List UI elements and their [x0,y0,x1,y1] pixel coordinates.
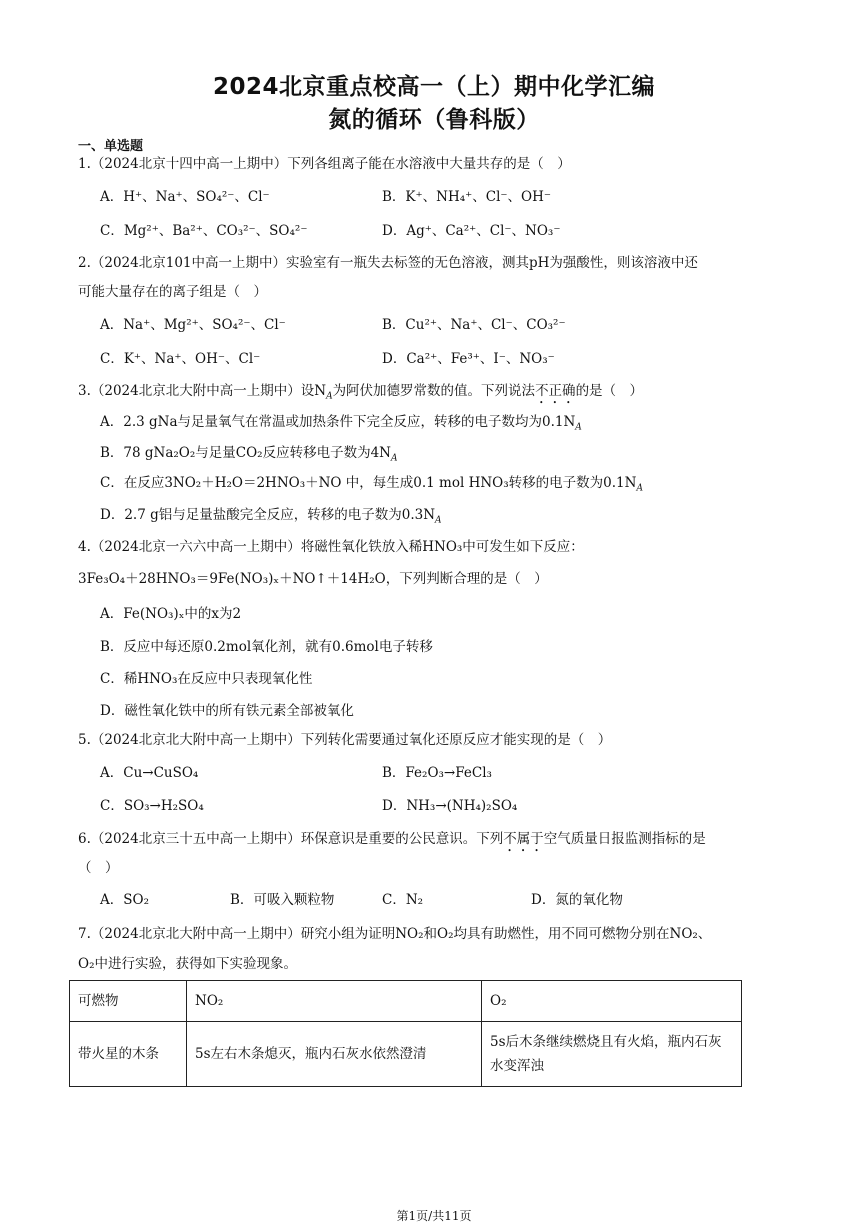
q6-option-c: C．N₂ [382,892,424,908]
q5-option-a: A．Cu→CuSO₄ [100,765,199,781]
q3-option-b-text: B．78 gNa₂O₂与足量CO₂反应转移电子数为4N [100,445,391,461]
table-cell-no2-result: 5s左右木条熄灭，瓶内石灰水依然澄清 [187,1022,482,1087]
q2-option-b: B．Cu²⁺、Na⁺、Cl⁻、CO₃²⁻ [382,317,566,333]
q2-option-d: D．Ca²⁺、Fe³⁺、I⁻、NO₃⁻ [382,351,555,367]
q6-stem-line2: （ ） [78,860,119,876]
page-subtitle: 氮的循环（鲁科版） [328,107,540,133]
q7-stem-line1: 7.（2024北京北大附中高一上期中）研究小组为证明NO₂和O₂均具有助燃性，用不同可燃物分别在NO₂、 [78,926,712,942]
q4-stem: 4.（2024北京一六六中高一上期中）将磁性氧化铁放入稀HNO₃中可发生如下反应： [78,539,584,555]
q3-option-d-text: D．2.7 g铝与足量盐酸完全反应，转移的电子数为0.3N [100,507,436,523]
q4-option-a: A．Fe(NO₃)ₓ中的x为2 [100,606,242,622]
q1-stem: 1.（2024北京十四中高一上期中）下列各组离子能在水溶液中大量共存的是（ ） [78,156,571,172]
experiment-table [69,980,742,1087]
q1-option-d: D．Ag⁺、Ca²⁺、Cl⁻、NO₃⁻ [382,223,561,239]
q3-option-c-text: C．在反应3NO₂＋H₂O＝2HNO₃＋NO 中，每生成0.1 mol HNO₃转移的电子数为0.1N [100,475,637,491]
q5-option-d: D．NH₃→(NH₄)₂SO₄ [382,798,518,814]
q2-option-c: C．K⁺、Na⁺、OH⁻、Cl⁻ [100,351,261,367]
page-footer: 第1页/共11页 [396,1209,472,1223]
q2-stem-line2: 可能大量存在的离子组是（ ） [78,284,267,300]
q3-option-a [100,413,582,431]
table-row [70,1022,742,1087]
q3-stem [78,382,643,407]
table-cell-combustible: 带火星的木条 [70,1022,187,1087]
q3-option-d-sub: A [435,515,442,526]
page-title: 2024北京重点校高一（上）期中化学汇编 [212,74,655,100]
q1-option-a: A．H⁺、Na⁺、SO₄²⁻、Cl⁻ [100,189,270,205]
q4-option-b: B．反应中每还原0.2mol氧化剂，就有0.6mol电子转移 [100,639,433,655]
q6-stem-pre: 6.（2024北京三十五中高一上期中）环保意识是重要的公民意识。下列 [78,831,504,847]
q3-stem-mid: 为阿伏加德罗常数的值。下列说法 [332,383,536,399]
q2-option-a: A．Na⁺、Mg²⁺、SO₄²⁻、Cl⁻ [100,317,286,333]
q3-option-c-sub: A [636,483,643,494]
q6-stem [78,830,706,855]
q3-option-b-sub: A [391,453,398,464]
q1-option-c: C．Mg²⁺、Ba²⁺、CO₃²⁻、SO₄²⁻ [100,223,308,239]
q2-stem-line1: 2.（2024北京101中高一上期中）实验室有一瓶失去标签的无色溶液，测其pH为强酸性，则该溶液中还 [78,255,698,271]
table-row [70,981,742,1022]
q3-option-a-sub: A [575,422,582,433]
table-header-combustible: 可燃物 [70,981,187,1022]
table-header-no2: NO₂ [187,981,482,1022]
q6-stem-emphasis: 不属于 [503,831,544,847]
q6-option-a: A．SO₂ [100,892,149,908]
q4-equation: 3Fe₃O₄＋28HNO₃＝9Fe(NO₃)ₓ＋NO↑＋14H₂O，下列判断合理的是（ ） [78,571,548,587]
q6-option-b: B．可吸入颗粒物 [230,892,335,908]
q5-stem: 5.（2024北京北大附中高一上期中）下列转化需要通过氧化还原反应才能实现的是（ ） [78,732,612,748]
q4-option-c: C．稀HNO₃在反应中只表现氧化性 [100,671,313,687]
q3-option-b [100,444,398,462]
q5-option-b: B．Fe₂O₃→FeCl₃ [382,765,492,781]
q3-stem-post: 的是（ ） [575,383,644,399]
q5-option-c: C．SO₃→H₂SO₄ [100,798,204,814]
q4-option-d: D．磁性氧化铁中的所有铁元素全部被氧化 [100,703,354,719]
table-cell-o2-result: 5s后木条继续燃烧且有火焰，瓶内石灰水变浑浊 [482,1022,742,1087]
q3-stem-emphasis: 不正确 [535,383,576,399]
q7-stem-line2: O₂中进行实验，获得如下实验现象。 [78,956,297,972]
q1-option-b: B．K⁺、NH₄⁺、Cl⁻、OH⁻ [382,189,551,205]
q3-option-d [100,506,442,524]
q3-na-sub: A [326,391,333,402]
section-heading: 一、单选题 [78,139,144,154]
table-header-o2: O₂ [482,981,742,1022]
q6-stem-post: 空气质量日报监测指标的是 [543,831,706,847]
q3-stem-pre: 3.（2024北京北大附中高一上期中）设N [78,383,327,399]
q6-option-d: D．氮的氧化物 [531,892,623,908]
q3-option-a-text: A．2.3 gNa与足量氧气在常温或加热条件下完全反应，转移的电子数均为0.1N [100,414,576,430]
q3-option-c [100,474,643,492]
